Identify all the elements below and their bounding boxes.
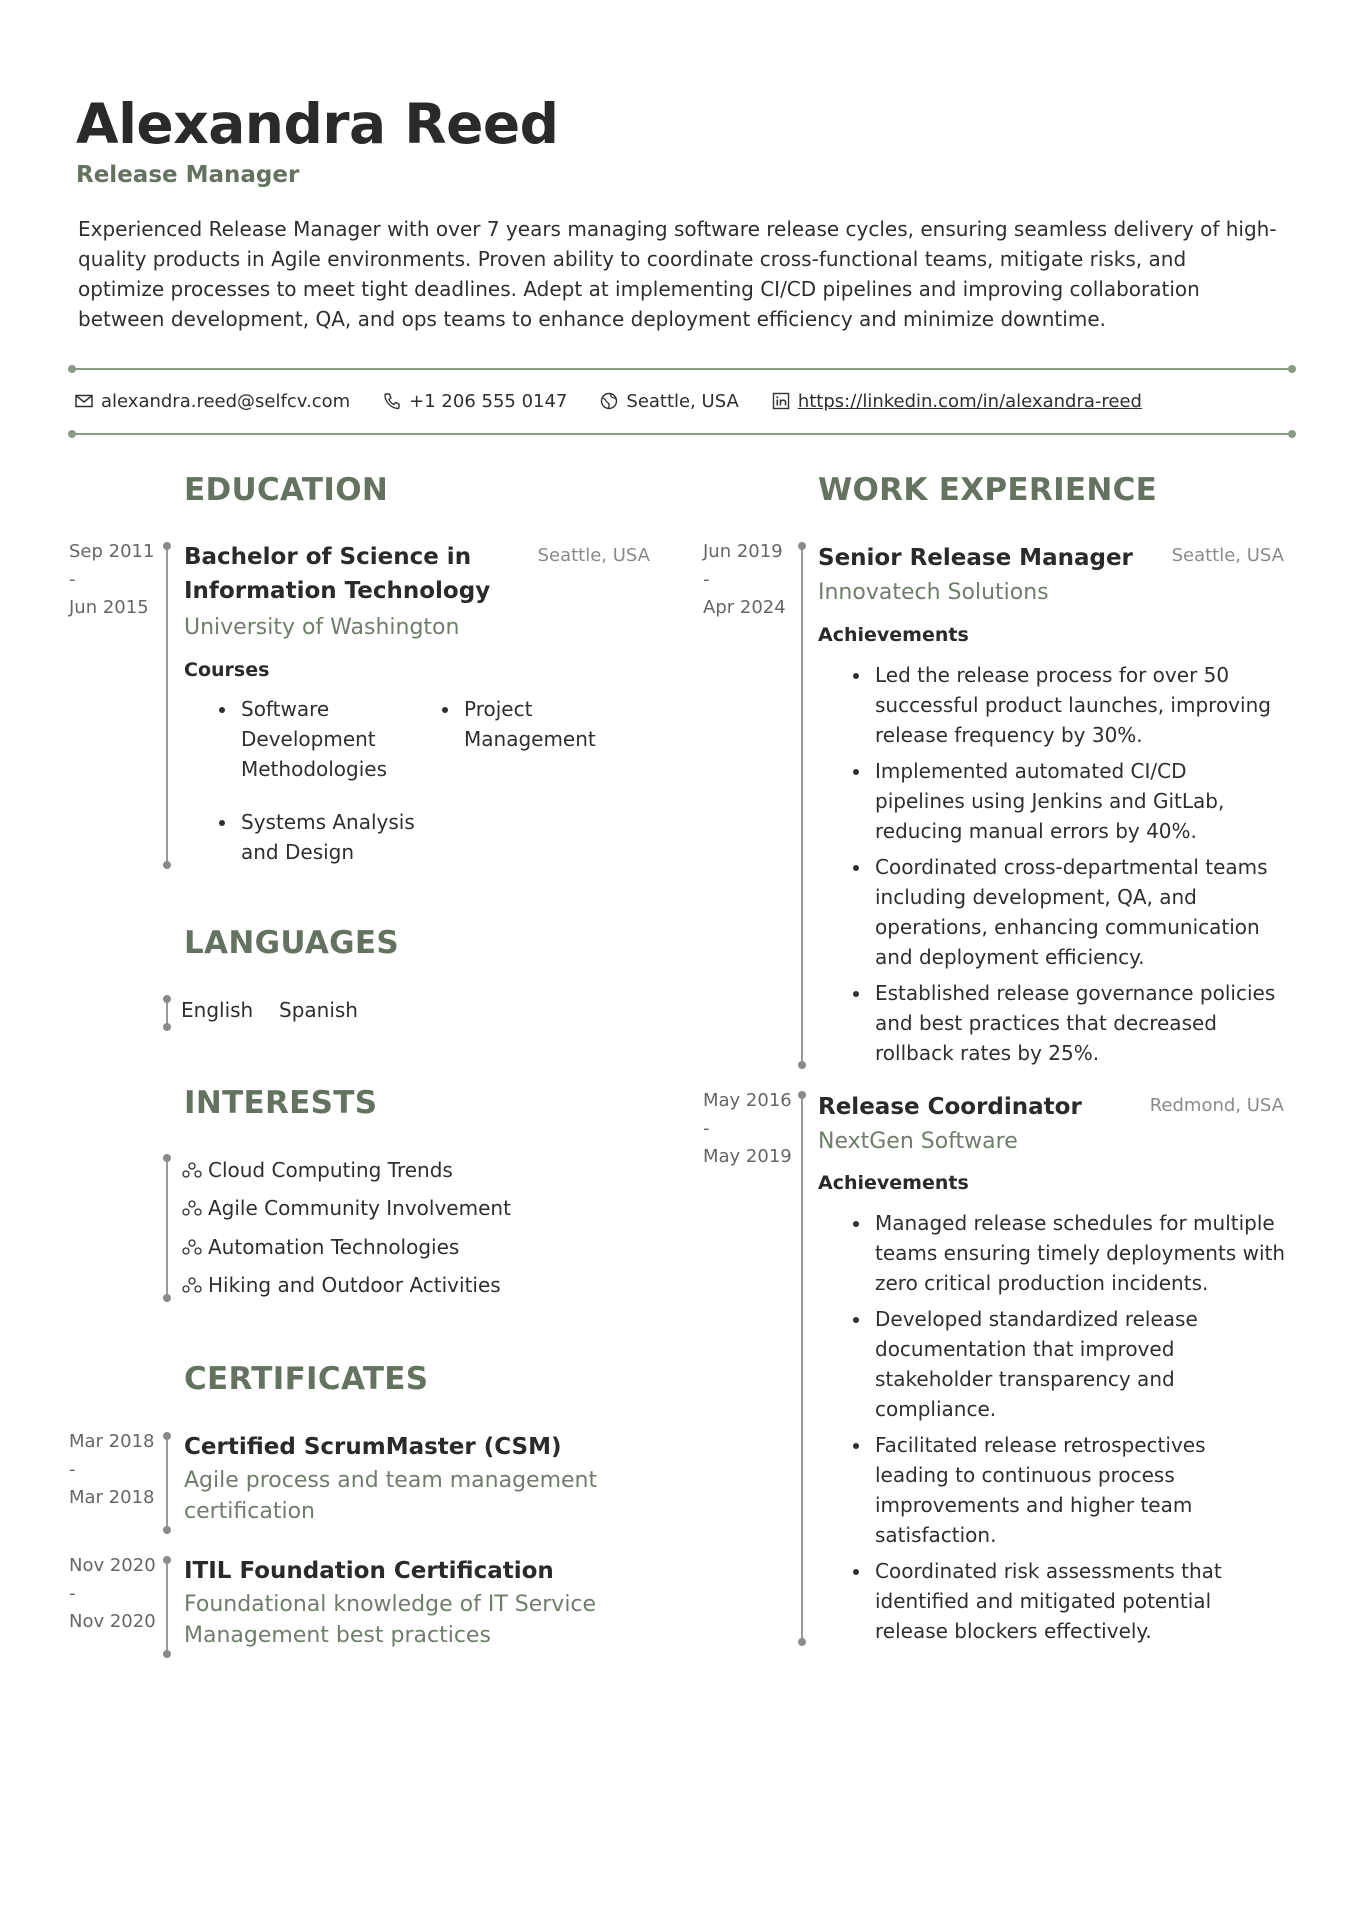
work-experience-heading: WORK EXPERIENCE (818, 472, 1158, 508)
course-item (241, 807, 415, 867)
achievement-line: and deployment efficiency. (875, 945, 1145, 969)
education-location: Seattle, USA (537, 545, 650, 566)
education-date-end: Jun 2015 (69, 597, 149, 618)
cert-2-date-end: Nov 2020 (69, 1611, 156, 1632)
achievement-line: Coordinated risk assessments that (875, 1559, 1222, 1583)
interest-text: Agile Community Involvement (208, 1196, 511, 1220)
achievement-line: documentation that improved (875, 1337, 1175, 1361)
interest-icon (182, 1238, 202, 1256)
cert-1-desc-line-1: Agile process and team management (184, 1468, 598, 1493)
job-2-dates (703, 1087, 792, 1171)
candidate-name: Alexandra Reed (76, 92, 559, 156)
course-1-line-2: Development (241, 727, 376, 751)
profile-summary: Experienced Release Manager with over 7 years managing software release cycles, ensuring seamless delivery of high-quality products in Agile environments. Proven ability to coordinate cross-functional teams, mitigate risks, and optimize processes to meet tight deadlines. Adept at implementing CI/CD pipelines and improving collaboration between development, QA, and ops teams to enhance deployment efficiency and minimize downtime. (78, 217, 1277, 331)
job-1-title: Senior Release Manager (818, 545, 1133, 571)
achievement-item (875, 660, 1275, 750)
location-text: Seattle, USA (626, 390, 739, 412)
course-2-line-2: Management (464, 727, 596, 751)
achievement-item (875, 1304, 1285, 1424)
job-2-timeline (801, 1095, 803, 1642)
degree-line-2: Information Technology (184, 578, 491, 604)
job-2-date-end: May 2019 (703, 1146, 792, 1167)
language-english: English (181, 998, 254, 1022)
course-1 (241, 694, 387, 784)
education-dates (69, 538, 154, 622)
achievement-line: Coordinated cross-departmental teams (875, 855, 1268, 879)
email-text: alexandra.reed@selfcv.com (101, 390, 351, 412)
job-2-date-sep: - (703, 1118, 710, 1139)
interest-item (182, 1196, 511, 1220)
contact-bar (74, 386, 1174, 416)
achievement-line: improvements and higher team (875, 1493, 1193, 1517)
job-2-achievements-label: Achievements (818, 1172, 969, 1194)
interest-text: Cloud Computing Trends (208, 1158, 453, 1182)
job-1-date-end: Apr 2024 (703, 597, 786, 618)
linkedin-icon (771, 391, 791, 411)
job-1-dates (703, 538, 786, 622)
achievement-item (875, 1430, 1285, 1550)
job-1-date-sep: - (703, 569, 710, 590)
cert-2-dates (69, 1552, 156, 1636)
job-1-achievements-label: Achievements (818, 624, 969, 646)
achievement-line: Facilitated release retrospectives (875, 1433, 1206, 1457)
degree-line-1: Bachelor of Science in (184, 544, 472, 570)
cert-2-description (184, 1589, 596, 1651)
achievement-line: stakeholder transparency and (875, 1367, 1175, 1391)
achievement-line: release frequency by 30%. (875, 723, 1143, 747)
languages-timeline (166, 999, 168, 1027)
course-3-line-2: and Design (241, 840, 355, 864)
contact-linkedin[interactable] (771, 391, 1142, 412)
achievement-line: Developed standardized release (875, 1307, 1198, 1331)
contact-location (599, 391, 738, 412)
achievement-line: Implemented automated CI/CD (875, 759, 1187, 783)
achievement-line: reducing manual errors by 40%. (875, 819, 1197, 843)
cert-1-dates (69, 1428, 155, 1512)
course-2 (464, 694, 596, 754)
achievement-line: Managed release schedules for multiple (875, 1211, 1275, 1235)
job-2-date-start: May 2016 (703, 1090, 792, 1111)
contact-phone (382, 391, 567, 412)
interest-icon (182, 1276, 202, 1294)
achievement-line: including development, QA, and (875, 885, 1197, 909)
cert-1-date-sep: - (69, 1459, 76, 1480)
candidate-role: Release Manager (76, 162, 300, 188)
achievement-line: leading to continuous process (875, 1463, 1175, 1487)
job-2-company: NextGen Software (818, 1129, 1018, 1154)
cert-2-date-start: Nov 2020 (69, 1555, 156, 1576)
courses-label: Courses (184, 659, 270, 681)
achievement-line: release blockers effectively. (875, 1619, 1152, 1643)
interest-item (182, 1158, 453, 1182)
education-heading: EDUCATION (184, 472, 389, 508)
interest-icon (182, 1199, 202, 1217)
job-2-achievements (875, 1208, 1285, 1646)
achievement-item (875, 978, 1275, 1068)
interests-timeline (166, 1158, 168, 1298)
interest-item (182, 1273, 501, 1297)
job-1-location: Seattle, USA (1171, 545, 1284, 566)
phone-icon (382, 391, 402, 411)
interest-item (182, 1235, 459, 1259)
achievement-line: Led the release process for over 50 (875, 663, 1230, 687)
job-1-timeline (801, 546, 803, 1065)
course-3-line-1: Systems Analysis (241, 810, 415, 834)
job-1-date-start: Jun 2019 (703, 541, 783, 562)
cert-1-desc-line-2: certification (184, 1499, 315, 1524)
course-2-line-1: Project (464, 697, 533, 721)
course-item (241, 694, 387, 784)
achievement-line: compliance. (875, 1397, 997, 1421)
cert-2-name: ITIL Foundation Certification (184, 1558, 554, 1584)
job-1-company: Innovatech Solutions (818, 580, 1049, 605)
education-timeline (166, 546, 168, 865)
achievement-item (875, 1556, 1285, 1646)
school-name: University of Washington (184, 615, 460, 640)
achievement-item (875, 1208, 1285, 1298)
achievement-line: Established release governance policies (875, 981, 1276, 1005)
achievement-item (875, 756, 1275, 846)
achievement-item (875, 852, 1275, 972)
cert-2-desc-line-1: Foundational knowledge of IT Service (184, 1592, 597, 1617)
cert-1-date-start: Mar 2018 (69, 1431, 155, 1452)
interest-text: Hiking and Outdoor Activities (208, 1273, 501, 1297)
course-3 (241, 807, 415, 867)
achievement-line: successful product launches, improving (875, 693, 1271, 717)
course-1-line-3: Methodologies (241, 757, 388, 781)
cert-1-name: Certified ScrumMaster (CSM) (184, 1434, 562, 1460)
cert-1-timeline (166, 1436, 168, 1530)
linkedin-link[interactable]: https://linkedin.com/in/alexandra-reed (797, 390, 1142, 412)
contact-divider-top (71, 368, 1293, 370)
course-item (464, 694, 596, 754)
achievement-line: rollback rates by 25%. (875, 1041, 1100, 1065)
cert-1-description (184, 1465, 597, 1527)
interest-text: Automation Technologies (208, 1235, 460, 1259)
achievement-line: teams ensuring timely deployments with (875, 1241, 1286, 1265)
achievement-line: satisfaction. (875, 1523, 997, 1547)
cert-1-date-end: Mar 2018 (69, 1487, 155, 1508)
job-2-title: Release Coordinator (818, 1094, 1082, 1120)
certificates-heading: CERTIFICATES (184, 1361, 429, 1397)
cert-2-desc-line-2: Management best practices (184, 1623, 491, 1648)
degree-title (184, 540, 490, 608)
language-spanish: Spanish (279, 998, 358, 1022)
education-date-sep: - (69, 569, 76, 590)
job-1-achievements (875, 660, 1275, 1068)
languages-heading: LANGUAGES (184, 925, 399, 961)
job-2-location: Redmond, USA (1149, 1095, 1284, 1116)
achievement-line: zero critical production incidents. (875, 1271, 1209, 1295)
globe-icon (599, 391, 619, 411)
interest-icon (182, 1161, 202, 1179)
achievement-line: pipelines using Jenkins and GitLab, (875, 789, 1225, 813)
envelope-icon (74, 391, 94, 411)
achievement-line: identified and mitigated potential (875, 1589, 1212, 1613)
contact-email (74, 391, 350, 412)
education-date-start: Sep 2011 (69, 541, 155, 562)
course-1-line-1: Software (241, 697, 330, 721)
contact-divider-bottom (71, 433, 1293, 435)
interests-heading: INTERESTS (184, 1085, 378, 1121)
cert-2-date-sep: - (69, 1583, 76, 1604)
achievement-line: and best practices that decreased (875, 1011, 1217, 1035)
phone-text: +1 206 555 0147 (409, 390, 568, 412)
achievement-line: operations, enhancing communication (875, 915, 1260, 939)
cert-2-timeline (166, 1560, 168, 1654)
